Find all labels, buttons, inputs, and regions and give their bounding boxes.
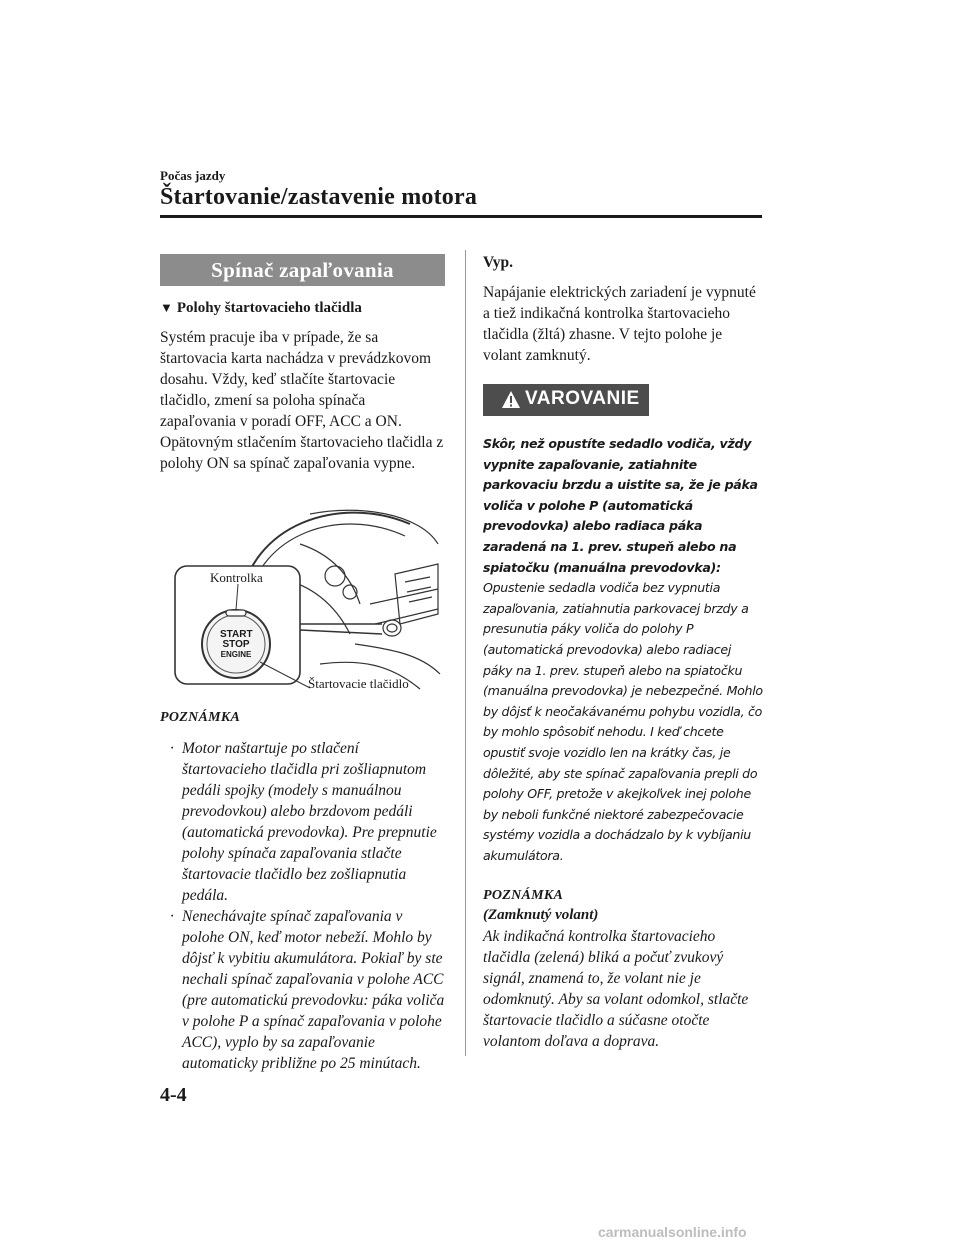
list-item: · Nenechávajte spínač zapaľovania v polohe ON, keď motor nebeží. Mohlo by dôjsť k vybitiu akumulátora. Pokiaľ by ste nechali spínač zapaľovania v polohe ACC (pre automatickú prevodovku: páka voliča v polohe P a spínač zapaľovania v polohe ACC), vyplo by sa zapaľovanie automaticky približne po 25 minútach. bbox=[170, 908, 445, 1072]
page-number: 4-4 bbox=[160, 1084, 187, 1106]
indicator-light-icon bbox=[226, 610, 246, 616]
right-column bbox=[483, 254, 763, 1052]
column-divider bbox=[465, 250, 466, 1056]
subheading-text: Polohy štartovacieho tlačidla bbox=[176, 300, 362, 316]
warning-label: VAROVANIE bbox=[525, 388, 640, 409]
label-indicator: Kontrolka bbox=[210, 570, 263, 585]
note-text-right: Ak indikačná kontrolka štartovacieho tlačidla (zelená) bliká a počuť zvukový signál, znamená to, že volant nie je odomknutý. Aby sa volant odomkol, stlačte štartovacie tlačidlo a súčasne otočte volantom doľava a doprava. bbox=[483, 928, 749, 1051]
section-label: Počas jazdy bbox=[160, 168, 226, 183]
watermark: carmanualsonline.info bbox=[598, 1224, 747, 1240]
note-subheading: (Zamknutý volant) bbox=[483, 907, 599, 924]
off-heading: Vyp. bbox=[483, 254, 514, 271]
title-rule bbox=[160, 215, 762, 218]
note-list bbox=[160, 738, 445, 1074]
warning-text: Opustenie sedadla vodiča bez vypnutia zapaľovania, zatiahnutia parkovacej brzdy a presunutia páky voliča do polohy P (automatická prevodovka) alebo radiacej páky na 1. prev. stupeň alebo na spiatočku (manuálna prevodovka) je nebezpečné. Mohlo by dôjsť k neočakávanému pohybu vozidla, čo by mohlo spôsobiť nehodu. I keď chcete opustiť svoje vozidlo len na krátky čas, je dôležité, aby ste spínač zapaľovania prepli do polohy OFF, pretože v akejkoľvek inej polohe by neboli funkčné niektoré zabezpečovacie systémy vozidla a dochádzalo by k vybíjaniu akumulátora. bbox=[483, 580, 763, 863]
left-column bbox=[160, 254, 445, 1074]
section-banner: Spínač zapaľovania bbox=[160, 254, 445, 286]
ignition-figure bbox=[160, 484, 445, 694]
label-start-button: Štartovacie tlačidlo bbox=[308, 676, 409, 691]
note-heading: POZNÁMKA bbox=[160, 710, 241, 725]
note-heading-right: POZNÁMKA bbox=[483, 888, 564, 904]
list-item: · Motor naštartuje po stlačení štartovacieho tlačidla pri zošliapnutom pedáli spojky (modely s manuálnou prevodovkou) alebo brzdovom pedáli (automatická prevodovka). Pre prepnutie polohy spínača zapaľovania stlačte štartovacie tlačidlo bez zošliapnutia pedála. bbox=[170, 740, 437, 904]
start-button-label: START STOP ENGINE bbox=[220, 629, 253, 659]
dashboard-illustration bbox=[160, 484, 445, 694]
warning-bold-text: Skôr, než opustíte sedadlo vodiča, vždy vypnite zapaľovanie, zatiahnite parkovaciu brzdu a uistite sa, že je páka voliča v polohe P (automatická prevodovka) alebo radiaca páka zaradená na 1. prev. stupeň alebo na spiatočku (manuálna prevodovka): bbox=[483, 436, 758, 575]
off-paragraph: Napájanie elektrických zariadení je vypnuté a tiež indikačná kontrolka štartovacieho tlačidla (žltá) zhasne. V tejto polohe je volant zamknutý. bbox=[483, 284, 756, 364]
subheading bbox=[160, 300, 445, 317]
page-title: Štartovanie/zastavenie motora bbox=[160, 184, 478, 210]
warning-banner bbox=[483, 384, 649, 416]
warning-icon bbox=[501, 390, 521, 409]
intro-paragraph: Systém pracuje iba v prípade, že sa štartovacia karta nachádza v prevádzkovom dosahu. Vždy, keď stlačíte štartovacie tlačidlo, zmení sa poloha spínača zapaľovania v poradí OFF, ACC a ON. Opätovným stlačením štartovacieho tlačidla z polohy ON sa spínač zapaľovania vypne. bbox=[160, 329, 444, 472]
triangle-marker-icon: ▼ bbox=[160, 300, 173, 315]
